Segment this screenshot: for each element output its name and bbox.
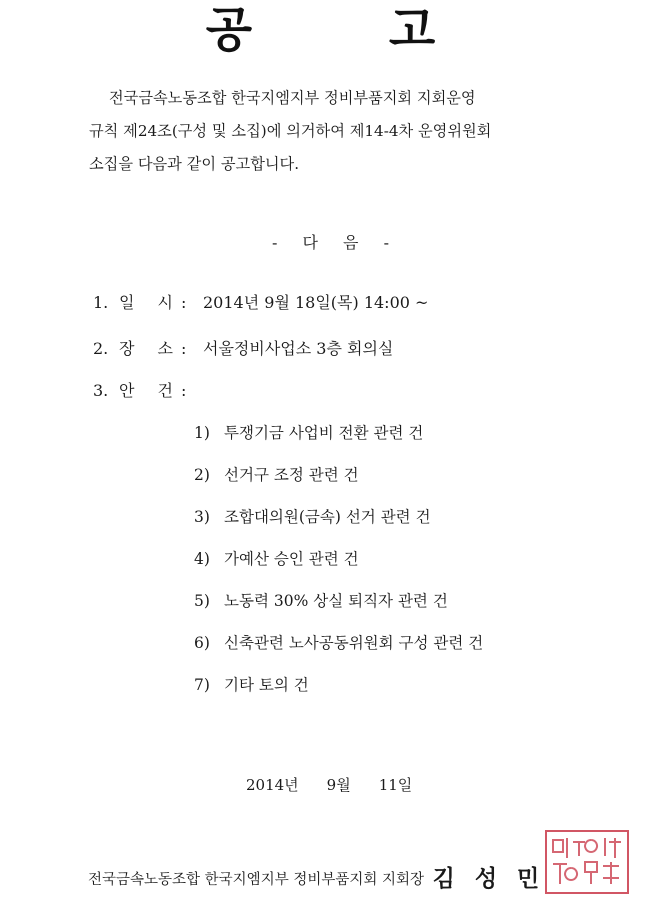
intro-line-2: 규칙 제24조(구성 및 소집)에 의거하여 제14-4차 운영위원회 — [89, 122, 492, 140]
item-location — [93, 336, 393, 359]
item-colon: : — [181, 339, 187, 358]
item-datetime — [93, 290, 428, 313]
item-number: 1. — [93, 293, 109, 312]
notice-date — [246, 774, 440, 795]
item-colon: : — [181, 381, 187, 400]
agenda-item: 4) 가예산 승인 관련 건 — [194, 550, 359, 568]
intro-line-3: 소집을 다음과 같이 공고합니다. — [89, 155, 300, 173]
official-seal-icon — [545, 830, 629, 894]
agenda-item: 3) 조합대의원(금속) 선거 관련 건 — [194, 508, 431, 526]
item-number: 3. — [93, 381, 109, 400]
signature-line — [88, 860, 545, 893]
seal-graphic — [547, 832, 627, 892]
agenda-item: 6) 신축관련 노사공동위원회 구성 관련 건 — [194, 634, 484, 652]
item-value: 서울정비사업소 3층 회의실 — [203, 339, 394, 358]
date-month: 9월 — [326, 776, 351, 794]
item-label: 안 건 — [119, 381, 182, 400]
agenda-item: 1) 투쟁기금 사업비 전환 관련 건 — [194, 424, 424, 442]
date-day: 11일 — [378, 776, 413, 794]
intro-paragraph — [89, 82, 609, 181]
item-value: 2014년 9월 18일(목) 14:00 ~ — [203, 293, 429, 312]
item-number: 2. — [93, 339, 109, 358]
item-label: 일 시 — [119, 293, 182, 312]
item-colon: : — [181, 293, 187, 312]
signature-name: 김 성 민 — [432, 865, 546, 892]
notice-title: 공 고 — [205, 2, 496, 58]
agenda-item: 7) 기타 토의 건 — [194, 676, 309, 694]
section-heading: - 다 음 - — [272, 233, 399, 252]
agenda-item: 5) 노동력 30% 상실 퇴직자 관련 건 — [194, 592, 448, 610]
agenda-item: 2) 선거구 조정 관련 건 — [194, 466, 359, 484]
item-label: 장 소 — [119, 339, 182, 358]
item-agenda-heading — [93, 378, 203, 401]
date-year: 2014년 — [246, 776, 299, 794]
signature-org: 전국금속노동조합 한국지엠지부 정비부품지회 지회장 — [88, 872, 424, 888]
agenda-list — [194, 412, 483, 706]
intro-line-1: 전국금속노동조합 한국지엠지부 정비부품지회 지회운영 — [109, 89, 476, 107]
